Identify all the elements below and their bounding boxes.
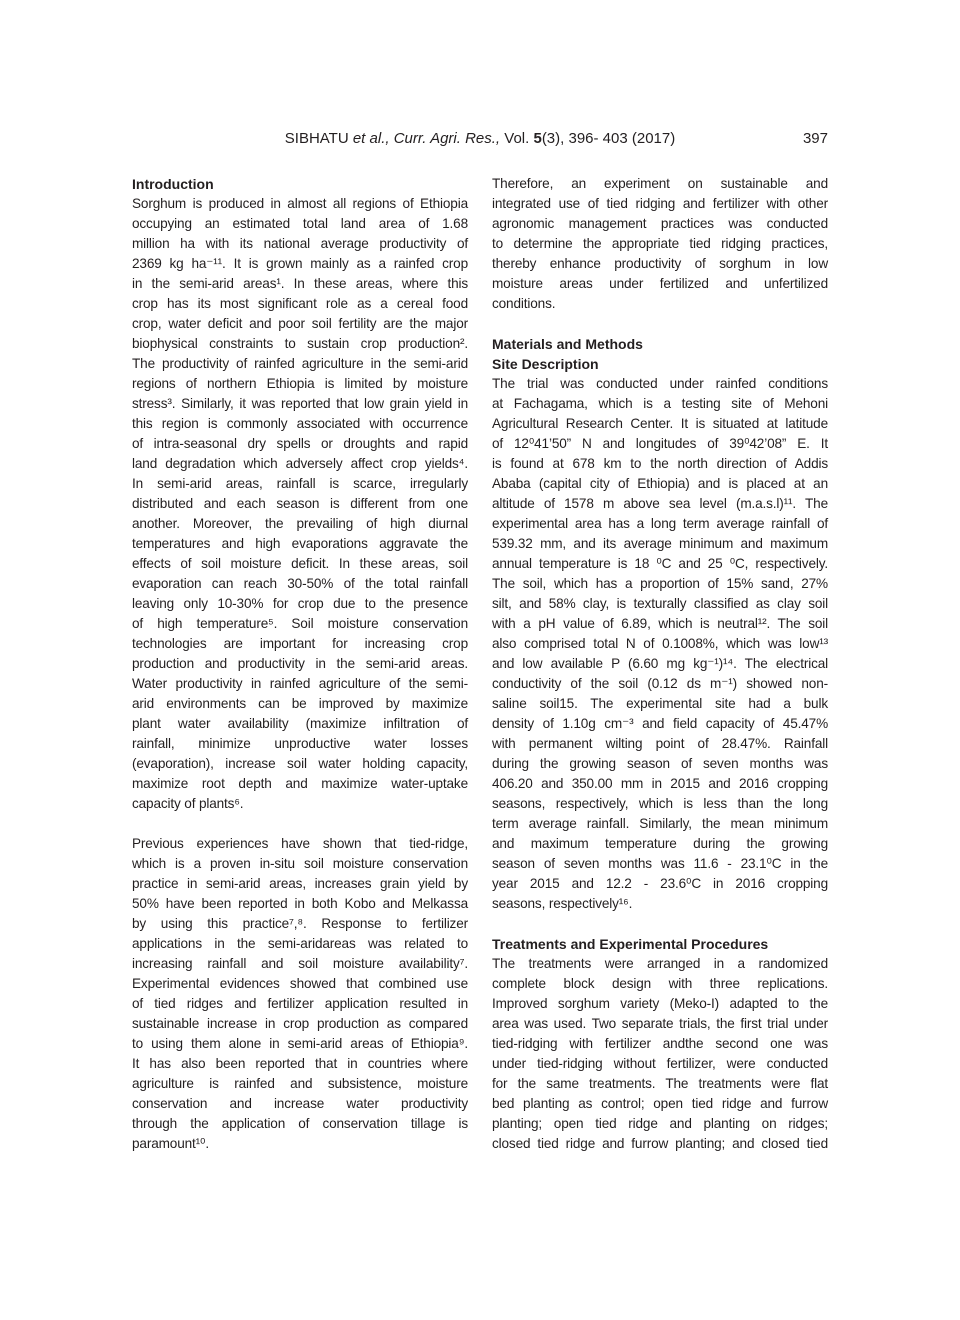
text-line: is found at 678 km to the north direction of Addis	[492, 456, 828, 471]
text-line: crop, water deficit and poor soil fertility are the major	[132, 316, 468, 331]
text-line: 2369 kg ha⁻¹¹. It is grown mainly as a rainfed crop	[132, 256, 468, 271]
text-line: under tied-ridging without fertilizer, were conducted	[492, 1056, 828, 1071]
text-line: which is a proven in-situ soil moisture conservation	[132, 856, 468, 871]
text-line: agronomic management practices was conducted	[492, 216, 828, 231]
text-line: The soil, which has a proportion of 15% sand, 27%	[492, 576, 828, 591]
text-line: of high temperature⁵. Soil moisture conservation	[132, 616, 468, 631]
paragraph-gap	[132, 814, 468, 834]
text-line: crop has its most significant role as a cereal food	[132, 296, 468, 311]
section-heading: Introduction	[132, 176, 214, 192]
text-line: distributed and each season is different from one	[132, 496, 468, 511]
header-author: SIBHATU	[284, 130, 353, 147]
text-line: The trial was conducted under rainfed conditions	[492, 376, 828, 391]
text-line: at Fachagama, which is a testing site of Mehoni	[492, 396, 828, 411]
text-line: seasons, respectively, which is less than the long	[492, 796, 828, 811]
text-line: tied-ridging with fertilizer andthe second one was	[492, 1036, 828, 1051]
right-column	[492, 174, 828, 1154]
section-heading: Treatments and Experimental Procedures	[492, 936, 769, 952]
text-line: agriculture is rainfed and subsistence, moisture	[132, 1076, 468, 1091]
text-line: and low available P (6.60 mg kg⁻¹)¹⁴. The electrical	[492, 656, 828, 671]
text-line: temperatures and high evaporations aggravate the	[132, 536, 468, 551]
text-line: leaving only 10-30% for crop due to the presence	[132, 596, 468, 611]
text-line: Previous experiences have shown that tied-ridge,	[132, 836, 468, 851]
text-line: land degradation which adversely affect crop yields⁴.	[132, 456, 468, 471]
text-line: effects of soil moisture deficit. In these areas, soil	[132, 556, 468, 571]
text-line: million ha with its national average productivity of	[132, 236, 468, 251]
text-line: seasons, respectively¹⁶.	[492, 896, 633, 911]
text-line: Agricultural Research Center. It is situated at latitude	[492, 416, 828, 431]
text-line: this region is commonly associated with occurrence	[132, 416, 468, 431]
text-line: through the application of conservation tillage is	[132, 1116, 468, 1131]
text-line: with a pH value of 6.89, which is neutral¹². The soil	[492, 616, 828, 631]
text-line: year 2015 and 12.2 - 23.6⁰C in 2016 cropping	[492, 876, 828, 891]
text-line: increasing rainfall and soil moisture availability⁷.	[132, 956, 468, 971]
text-line: practice in semi-arid areas, increases grain yield by	[132, 876, 468, 891]
text-line: thereby enhance productivity of sorghum in low	[492, 256, 828, 271]
paragraph	[132, 834, 468, 1154]
text-line: moisture areas under fertilized and unfertilized	[492, 276, 828, 291]
text-line: in the semi-arid areas¹. In these areas, where this	[132, 276, 468, 291]
text-line: capacity of plants⁶.	[132, 796, 244, 811]
text-line: with permanent wilting point of 28.47%. Rainfall	[492, 736, 828, 751]
text-line: closed tied ridge and furrow planting; and closed tied	[492, 1136, 828, 1151]
text-line: of intra-seasonal dry spells or droughts and rapid	[132, 436, 468, 451]
text-line: during the growing season of seven months was	[492, 756, 828, 771]
text-line: sustainable increase in crop production as compared	[132, 1016, 468, 1031]
text-line: technologies are important for increasing crop	[132, 636, 468, 651]
section-heading: Site Description	[492, 356, 599, 372]
text-line: of tied ridges and fertilizer application resulted in	[132, 996, 468, 1011]
paragraph-gap	[492, 314, 828, 334]
text-line: occupying an estimated total land area of 1.68	[132, 216, 468, 231]
paragraph	[492, 174, 828, 314]
text-line: term average rainfall. Similarly, the mean minimum	[492, 816, 828, 831]
text-line: arid environments can be improved by maximize	[132, 696, 468, 711]
text-line: planting; open tied ridge and planting on ridges;	[492, 1116, 828, 1131]
paragraph	[132, 194, 468, 814]
text-line: another. Moreover, the prevailing of high diurnal	[132, 516, 468, 531]
text-line: maximize root depth and maximize water-uptake	[132, 776, 468, 791]
header-journal: et al., Curr. Agri. Res.,	[352, 130, 501, 147]
text-line: The productivity of rainfed agriculture in the semi-arid	[132, 356, 468, 371]
text-line: 406.20 and 350.00 mm in 2015 and 2016 cropping	[492, 776, 828, 791]
text-line: saline soil15. The experimental site had a bulk	[492, 696, 828, 711]
section-heading: Materials and Methods	[492, 336, 643, 352]
text-line: conductivity of the soil (0.12 ds m⁻¹) showed non-	[492, 676, 828, 691]
text-line: Water productivity in rainfed agriculture of the semi-	[132, 676, 468, 691]
text-line: evaporation can reach 30-50% of the total rainfall	[132, 576, 468, 591]
text-line: regions of northern Ethiopia is limited by moisture	[132, 376, 468, 391]
text-line: The treatments were arranged in a randomized	[492, 956, 828, 971]
text-line: production and productivity in the semi-arid areas.	[132, 656, 468, 671]
paragraph	[492, 374, 828, 914]
page-number: 397	[802, 130, 828, 147]
text-line: density of 1.10g cm⁻³ and field capacity of 45.47%	[492, 716, 828, 731]
text-line: It has also been reported that in countries where	[132, 1056, 468, 1071]
text-line: silt, and 58% clay, is texturally classified as clay soil	[492, 596, 828, 611]
text-line: Sorghum is produced in almost all regions of Ethiopia	[132, 196, 468, 211]
text-line: experimental area has a long term average rainfall of	[492, 516, 828, 531]
text-line: altitude of 1578 m above sea level (m.a.s.l)¹¹. The	[492, 496, 828, 511]
text-line: Improved sorghum variety (Meko-I) adapted to the	[492, 996, 828, 1011]
text-line: area was used. Two separate trials, the first trial under	[492, 1016, 828, 1031]
text-line: Therefore, an experiment on sustainable and	[492, 176, 828, 191]
text-line: applications in the semi-aridareas was related to	[132, 936, 468, 951]
text-line: of 12⁰41’50” N and longitudes of 39⁰42’08” E. It	[492, 436, 828, 451]
text-line: plant water availability (maximize infiltration of	[132, 716, 468, 731]
text-line: bed planting as control; open tied ridge and furrow	[492, 1096, 828, 1111]
text-line: 50% have been reported in both Kobo and Melkassa	[132, 896, 468, 911]
text-line: for the same treatments. The treatments were flat	[492, 1076, 828, 1091]
header-issue-pages: (3), 396- 403 (2017)	[541, 130, 676, 147]
header-volume: 5	[533, 130, 542, 147]
left-column	[132, 174, 468, 1154]
text-line: integrated use of tied ridging and fertilizer with other	[492, 196, 828, 211]
text-line: (evaporation), increase soil water holding capacity,	[132, 756, 468, 771]
text-line: stress³. Similarly, it was reported that low grain yield in	[132, 396, 468, 411]
text-line: also comprised total N of 0.1008%, which was low¹³	[492, 636, 828, 651]
text-line: conservation and increase water productivity	[132, 1096, 468, 1111]
text-line: season of seven months was 11.6 - 23.1⁰C in the	[492, 856, 828, 871]
text-line: to determine the appropriate tied ridging practices,	[492, 236, 828, 251]
paragraph-gap	[492, 914, 828, 934]
text-line: and maximum temperature during the growing	[492, 836, 828, 851]
text-line: complete block design with three replications.	[492, 976, 828, 991]
paragraph	[492, 954, 828, 1154]
text-line: 539.32 mm, and its average minimum and maximum	[492, 536, 828, 551]
text-line: by using this practice⁷,⁸. Response to fertilizer	[132, 916, 468, 931]
text-line: rainfall, minimize unproductive water losses	[132, 736, 468, 751]
text-line: annual temperature is 18 ⁰C and 25 ⁰C, respectively.	[492, 556, 828, 571]
text-line: conditions.	[492, 296, 556, 311]
header-vol-label: Vol.	[500, 130, 534, 147]
text-line: paramount¹⁰.	[132, 1136, 209, 1151]
text-line: In semi-arid areas, rainfall is scarce, irregularly	[132, 476, 468, 491]
text-line: Ababa (capital city of Ethiopia) and is placed at an	[492, 476, 828, 491]
text-line: biophysical constraints to sustain crop production².	[132, 336, 468, 351]
text-line: Experimental evidences showed that combined use	[132, 976, 468, 991]
text-line: to using them alone in semi-arid areas of Ethiopia⁹.	[132, 1036, 468, 1051]
